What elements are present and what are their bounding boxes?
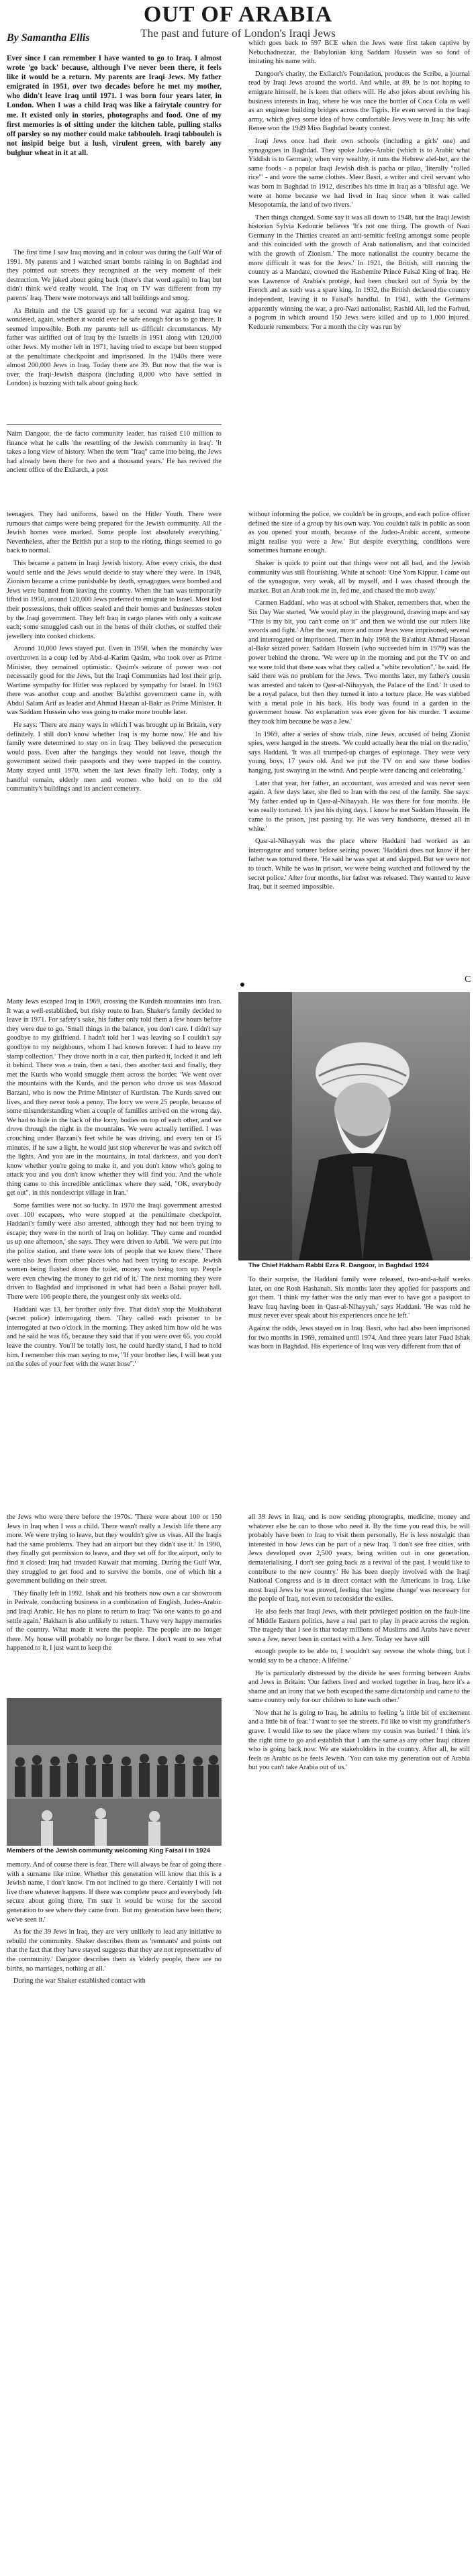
col1-p2: As Britain and the US geared up for a second war against Iraq we wondered, again, whether it would ever be safe enough for us to go there. It seemed impossible. Both my parents tell us difficult circumstances. My father was airlifted out of Iraq by the Israelis in 1951 along with 120,000 other Jews. My mother left in 1971, having tried to escape but been stopped at the penultimate checkpoint and imprisoned. In the 1940s there were almost 200,000 Jews in Iraq. Today there are 39. But now that the war is over, the Iraqi-Jewish diaspora (including 8,000 who have settled in London) is buzzing with talk about going back.	[7, 307, 222, 388]
col7b-p2: As for the 39 Jews in Iraq, they are very unlikely to lead any initiative to rebuild the community. Shaker describes them as 'remnants' and points out that the fact that they have stayed suggests that they are not representative of the community.' Dangoor describes them as 'elderly people, there are no births, no marriages, nothing at all.'	[7, 1928, 222, 1973]
byline: By Samantha Ellis	[7, 32, 90, 44]
column-8	[248, 1513, 470, 1776]
col6-p1: To their surprise, the Haddani family were released, two-and-a-half weeks later, on one Rosh Hashanah. Six months later they applied for passports and got them. 'I think my father was the only man ever to have got a passport to leave Iraq having been in Qasr-al-Nihayyah,' says Haddani. 'He was told he must never ever speak about his experiences once he left.'	[248, 1276, 470, 1320]
section-bullet	[240, 983, 244, 987]
col3-p4: He says: 'There are many ways in which I was brought up in Britain, very definitely. I still don't know whether Iraq is my home now.' He and his family were determined to stay on in Iraq. They believed the persecution would pass. Even after the hangings they would not leave, though the government seized their passports and they were trapped in the country. Many stayed until 1970, when the last Jews finally left. Today, only a handful remain, elderly men and women who hold on to the old community's buildings and its ancient cemetery.	[7, 722, 222, 793]
col1-p1: The first time I saw Iraq moving and in colour was during the Gulf War of 1991. My parents and I watched smart bombs raining in on Baghdad and they pointed out streets they recognised at the very moment of their destruction. We joked about going back (there's that word again) to Iraq but didn't think we'd really would. The Iraq on TV was different from my parents' Iraq. There were motorways and tall buildings and smog.	[7, 249, 222, 302]
col3-p3: Around 10,000 Jews stayed put. Even in 1958, when the monarchy was overthrown in a coup led by Abd-al-Karim Qasim, who took over as Prime Minister, they remained optimistic. Qasim's seizure of power was not necessarily good for the Jews, but the Iraqi Communists had lost their grip. Wartime sympathy for Hitler was replaced by sympathy for Israel. In 1963 there was another coup and another Ba'athist government came in, with Abdul Salam Arif as leader and Ahmad Hassan al-Bakr as Prime Minister. It was Saddam Hussein who was going to make more trouble later.	[7, 645, 222, 717]
column-2	[248, 39, 470, 335]
col8-p2: He also feels that Iraqi Jews, with their privileged position on the fault-line of Middle Eastern politics, have a real part to play in peace across the region. 'The tragedy that I see is that today millions of Muslims and Arabs have never seen a Jew, never been in contact with a Jew. Today we have still	[248, 1607, 470, 1643]
col3-p1: teenagers. They had uniforms, based on the Hitler Youth. There were rumours that camps were being prepared for the Jewish community. All the Jewish homes were marked. Some people lost absolutely everything.' Nevertheless, after the British put a stop to the rioting, things seemed to go back to normal.	[7, 511, 222, 555]
col4-p1: without informing the police, we couldn't be in groups, and each police officer defined the size of a group by his own way. You couldn't talk in public as soon as you opened your mouth, because of the Judeo-Arabic accent, someone might realise you were a Jew.' But despite everything, conditions were sometimes humane enough.	[248, 511, 470, 555]
col5-p2: Some families were not so lucky. In 1970 the Iraqi government arrested over 100 escapees, who were stopped at the penultimate checkpoint. Haddani's family were also arrested, although they had not been trying to escape; they were in the north of Iraq on holiday. 'They came and rounded us up one afternoon,' she says. They were driven to Arbil. 'We were put into the police station, and there were lots of people that we knew there.' There were also Jews from other places who had been trying to escape. Jewish women being flushed down the toilet, money was being torn up. People were even chewing the money to get rid of it.' The next morning they were driven to Baghdad and imprisoned in what had been a Bahai prayer hall. There were 106 people there, the youngest only six weeks old.	[7, 1202, 222, 1301]
article-subtitle: The past and future of London's Iraqi Jews	[140, 27, 336, 40]
col2-p3: Iraqi Jews once had their own schools (including a girls' one) and synagogues in Baghdad. They spoke Judeo-Arabic (which is to Arabic what Yiddish is to German); when very wealthy, it runs the Hebrew alef-bet, are the same foods - a popular Iraqi Jewish dish is pacha or pilau, 'literally "rolled rice"' - and wore the same clothes. Meer Basri, a writer and civil servant who was born in Baghdad in 1912, describes his time in Iraq as a 'blissful age. We were at home because we had lived in Iraq since when it was called Mesopotamia, the land of two rivers.'	[248, 137, 470, 209]
rabbi-photo-caption: The Chief Hakham Rabbi Ezra R. Dangoor, in Baghdad 1924	[248, 1262, 429, 1269]
col8-p4: He is particularly distressed by the divide he sees forming between Arabs and Jews in Britain: 'Our fathers lived and worked together in Iraq, here it's a shame and an irony that we both escaped the same dictatorship and came to the same country only for our children to hate each other.'	[248, 1669, 470, 1705]
column-7	[7, 1513, 222, 1656]
col4-p2: Shaker is quick to point out that things were not all bad, and the Jewish community was still flourishing. While at school: 'One Yom Kippur, I came out of the synagogue, very weak, all by myself, and I was chased through the market. But an Arab took me in, fed me, and chased the mob away.'	[248, 559, 470, 595]
col5-p1: Many Jews escaped Iraq in 1969, crossing the Kurdish mountains into Iran. It was a well-established, but risky route to Iran. Shaker's family decided to leave in 1971. For safety's sake, his father only told them a few hours before they were due to go. 'Small things in the balance, you don't care. I didn't say goodbye to my girlfriend. I hadn't told her I was leaving so I couldn't say goodbye to my neighbours, whom I had known forever. I had to leave my stamp collection.' They drove north in a car, then parked it, locked it and left it behind. There was a train, then a taxi, then another taxi and finally, they met the Kurds who would smuggle them across the border. 'We went over the mountains with the Kurds, and the person who drove us was Masoud Barzani, who is now the Prime Minister of Kurdistan. The Kurds saved our lives, and they never took a penny. The lorry we were 25 people, because of some misunderstanding when a couple of families arrived on the wrong day. We had to hide in the back of the lorry, bodies on top of each other, and we drove through the night in the mountains. We were actually terrified. I was crouching under Barzani's feet while he was driving, and every ten or 15 minutes, if he saw a light, he would just stop wherever he was and switch off the lights. And you are in the mountains, in total darkness, and you don't know whether you're going to make it, and you don't know who's going to attack you and you don't know whether they will find you. And the whole thing came to this incredible anticlimax where they said, "OK, everybody get out", in this nondescript village in Iran.'	[7, 998, 222, 1197]
community-photo-caption: Members of the Jewish community welcoming King Faisal I in 1924	[7, 1847, 211, 1854]
col8-p5: Now that he is going to Iraq, he admits to feeling 'a little bit of excitement and a little bit of fear.' I want to see the streets. I'd like to visit my grandfather's grave. I would like to see the place where my cousin was buried.' I think it's the right time to go and establish that I am the same as any other Iraqi citizen who is going back now. We are stakeholders in the country. After all, he still feels as Arabic as he feels Jewish. 'You can take my generation out of Arabia but you can't take Arabia out of us.'	[248, 1709, 470, 1772]
article-title: OUT OF ARABIA	[143, 2, 333, 27]
col2-p4: Then things changed. Some say it was all down to 1948, but the Iraqi Jewish historian Sylvia Kedourie believes 'It's not one thing. The growth of Nazi Germany in the Thirties created an anti-semitic feeling amongst some people and this coincided with the growth of Arab nationalism, and that coincided with the growth of Zionism.' The more nationalist the country became the more difficult it was for the Jews.' In 1921, the British, still running the country as a Mandate, crowned the Hashemite Prince Faisal King of Iraq. He was Lawrence of Arabia's protégé, had been chucked out of Syria by the French and as such was a spare king. In 1932, the British declared the country independent, leaving it to Faisal's handful. In 1941, with the Germans apparently winning the war, a pro-Nazi nationalist, Rashid Ali, led the Farhud, a pogrom in which around 150 Jews were killed and up to 1,000 injured. Kedourie remembers: 'For a month the city was run by	[248, 213, 470, 331]
col7-p2: They finally left in 1992. Ishak and his brothers now own a car showroom in Perivale, conducting business in a combination of English, Judeo-Arabic and Iraqi Arabic. He has no plans to return to Iraq: 'No one wants to go and settle again.' Hakham is also unlikely to return. 'I have very happy memories of the country. What made it were the people. The people are no longer there. My house will probably no longer be there. I don't want to see what happened to it, I just want to keep the	[7, 1589, 222, 1652]
col7b-p1: memory. And of course there is fear. There will always be fear of going there with a surname like mine. Whether this generation will know that this is a Jewish name, I don't know. I'm not inclined to go there. Certainly I will not live there whatever happens. If there was complete peace and everybody felt secure about going there, I'm sure it would be worse for the second generation to see where they came from. But my generation have been there; we've seen it.'	[7, 1861, 222, 1924]
community-photo-image	[7, 1698, 222, 1846]
col3-p2: This became a pattern in Iraqi Jewish history. After every crisis, the dust would settle and the Jews would decide to stay where they were. In 1948, Zionism became a crime punishable by death, synagogues were bombed and Jews were banned from leaving the country. When the ban was temporarily lifted in 1950, around 120,000 Jews preferred to emigrate to Israel. Most lost their possessions, their offices sealed and their homes and businesses stolen by the Iraqi government. They left Iraq in cargo planes with only a suitcase each; some smuggled cash out in the hems of their clothes, or stuffed their jewellery into cooked chickens.	[7, 559, 222, 640]
col2-p1: which goes back to 597 BCE when the Jews were first taken captive by Nebuchadnezzar, the Babylonian king Saddam Hussein was so fond of imitating his name with.	[248, 40, 470, 66]
col6-p2: Against the odds, Jews stayed on in Iraq. Basri, who had also been imprisoned for two months in 1969, remained until 1974. And three years later Fuad Ishak was born in Baghdad. His experience of Iraq was very different from that of	[248, 1324, 470, 1351]
column-3	[7, 510, 222, 797]
column-1	[7, 248, 222, 392]
col8-p3: enough people to be able to, I wouldn't say reverse the whole thing, but I would say to be a chance. A lifeline.'	[248, 1648, 470, 1665]
col7-p1: the Jews who were there before the 1970s. 'There were about 100 or 150 Jews in Iraq when I was a child. There wasn't really a Jewish life there any more. We were trying to leave, but they wouldn't give us visas. All the Iraqis had the same problems. They had an airport but they didn't use it.' In 1990, they finally got permission to leave, and they set off for the airport, only to find it closed: Iraq had invaded Kuwait that morning. During the Gulf War, they struggled to get food and to survive the bombs, one of which hit a government building on their street.	[7, 1514, 222, 1585]
col4-p5: Later that year, her father, an accountant, was arrested and was never seen again. A few days later, she fled to Iran with the rest of the family. She says: 'My father ended up in Qasr-al-Nihayyah. He was there for four months. He was really tortured. It's just his dying days. I know he met Saddam Hussein. He came to the prison, just passing by. He was very handsome, dressed all in white.'	[248, 779, 470, 833]
column-5	[7, 997, 222, 1373]
col4-p4: In 1969, after a series of show trials, nine Jews, accused of being Zionist spies, were hanged in the streets. 'We could actually hear the trial on the radio,' says Haddani. 'It was all trumped-up charges of espionage. They were very young boys, 17 years old. And we put the TV on and saw these bodies hanging, just swaying in the wind. And people were dancing and celebrating.'	[248, 730, 470, 775]
col5-p3: Haddani was 13, her brother only five. That didn't stop the Mukhabarat (secret police) interrogating them. 'They called each prisoner to be interrogated at two o'clock in the morning. They asked him how old he was and he said he was 65, because they said that if you were over 65, you could leave the country. You'll be totally lost, he could hardly stand, I had to hold him. I remember this man saying to me, "If your brother lies, I will beat you on the soles of your feet with the water hose".'	[7, 1305, 222, 1369]
page-marker: C	[465, 975, 471, 985]
col8-p1: all 39 Jews in Iraq, and is now sending photographs, medicine, money and whatever else he can to those who need it. By the time you read this, he will probably have been to Iraq to visit them personally. He is less nostalgic than interested in how Jews can be part of a new Iraq. 'I don't see free cities, with Jews developed over 2,500 years, being written out in one generation, dematerialising. I don't see going back as a revival of the past. I would like to contribute to the new country.' He has been deeply involved with the Iraqi National Congress and is in direct contact with the Americans in Iraq. Like most Iraqi Jews he was proved, feeling that 'regime change' was necessary for the people of Iraq, not even to reconsider the exiles.	[248, 1514, 470, 1603]
column-1b	[7, 430, 222, 479]
column-4	[248, 510, 470, 895]
divider	[7, 424, 222, 425]
community-photo	[7, 1698, 222, 1846]
column-7b	[7, 1861, 222, 1989]
intro-paragraph: Ever since I can remember I have wanted to go to Iraq. I almost wrote 'go back' because, although I've never been there, it feels like it would be a return. My parents are Iraqi Jews. My father emigrated in 1951, over two decades before he met my mother, who didn't leave Iraq until 1971. I was born four years later, in London. When I was a child Iraq was like a fairytale country for me. It existed only in stories, photographs and food. One of my first memories is of sitting under the kitchen table, pulling stalks off parsley so my mother could make tabbouleh. Iraqi tabbouleh is not insipid beige but a lush, virulent green, with barely any bulghur wheat in it at all.	[7, 54, 222, 157]
col1b-p1: Naim Dangoor, the de facto community leader, has raised £10 million to finance what he calls 'the resettling of the Jewish community in Iraq'. 'It takes a long view of history. When the term "Iraq" came into being, the Jews had already been there for two and a thousand years.' He has revived the ancient office of the Exilarch, a post	[7, 430, 222, 475]
col7b-p3: During the war Shaker established contact with	[13, 1977, 146, 1985]
column-6	[248, 1275, 470, 1355]
col2-p2: Dangoor's charity, the Exilarch's Foundation, produces the Scribe, a journal read by Iraqi Jews around the world. And while, at 89, he is not hoping to emigrate himself, he is keen that others will. He also jokes about reviving his business interests in Iraq, where he was once the bottler of Coca Cola as well as an engineer building bridges across the Tigris. He even served in the Iraqi army, which gives some idea of how comfortable Jews were in Iraq: his wife Renee won the 1949 Miss Baghdad beauty contest.	[248, 70, 470, 133]
col4-p6: Qasr-al-Nihayyah was the place where Haddani had worked as an interrogator and torturer before seizing power. 'Haddani does not know if her father was tortured there. 'He said he was spat at and slapped. But we were not to touch. While he was in prison, we were being watched and followed by the secret police.' After four months, her father was released. They wanted to leave Iraq, but it seemed impossible.	[248, 838, 470, 891]
rabbi-photo	[238, 992, 470, 1260]
rabbi-photo-image	[238, 992, 470, 1260]
col4-p3: Carmen Haddani, who was at school with Shaker, remembers that, when the Six Day War started, 'We would play in the playground, drawing maps and say "This is my bit, you can't come on it" and then we would use our rulers like swords and fight.' After the war, more and more Jews were imprisoned, several and interrogated or imprisoned. Then in July 1968 the Ba'athist Ahmad Hassan al-Bakr seized power. Saddam Hussein (who succeeded him in 1979) was the power behind the throne. 'We were up in the morning and put the TV on and we were told that there was what they called a "white revolution",' he said. He said there was no problem for the Jews. 'Two months later, my father's cousin was arrested and taken to Qasr-al-Nihayyah, the Palace of the End.' It used to be a royal palace, but then they turned it into a torture place. He was stabbed with a metal pole in his back. His body was found in a garden in the government house. No explanation was ever given for his murder. 'I assume they took him because he was a Jew.'	[248, 599, 470, 726]
